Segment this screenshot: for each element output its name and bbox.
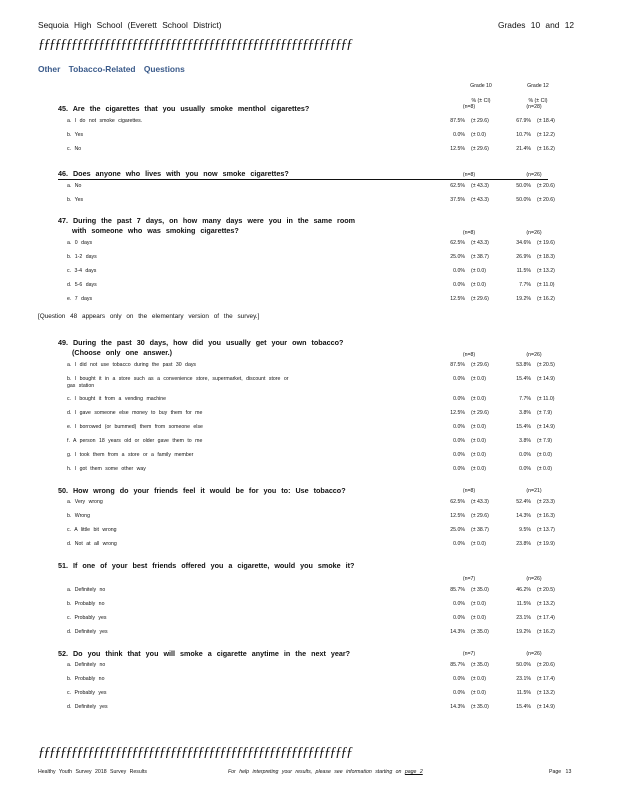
percent-grade-10: 0.0% [453,601,465,607]
ci-grade-10: (± 0.0) [471,615,486,621]
percent-grade-12: 3.8% [519,410,531,416]
question-title: 46. Does anyone who lives with you now smoke cigarettes? [58,169,289,178]
ci-grade-12: (± 20.6) [537,197,555,203]
ci-grade-12: (± 14.9) [537,424,555,430]
ci-grade-10: (± 35.0) [471,704,489,710]
answer-option-label: b. 1-2 days [67,254,97,260]
ci-grade-12: (± 17.4) [537,676,555,682]
question-title: 50. How wrong do your friends feel it would be for you to: Use tobacco? [58,486,346,495]
percent-grade-12: 15.4% [516,704,531,710]
percent-grade-12: 50.0% [516,662,531,668]
percent-grade-12: 11.5% [516,690,531,696]
ci-grade-10: (± 35.0) [471,587,489,593]
percent-grade-12: 9.5% [519,527,531,533]
ci-grade-12: (± 11.0) [537,396,555,402]
sample-size-grade-12: (n=21) [526,488,542,494]
percent-grade-12: 50.0% [516,183,531,189]
answer-option-label: b. Yes [67,132,84,138]
ci-grade-10: (± 0.0) [471,541,486,547]
answer-option-label: e. I borrowed (or bummed) them from someone else [67,424,203,430]
percent-grade-12: 53.8% [516,362,531,368]
ci-grade-12: (± 0.0) [537,452,552,458]
answer-option-label-continued: gas station [67,383,95,389]
percent-grade-10: 25.0% [450,527,465,533]
ci-grade-12: (± 13.2) [537,601,555,607]
ci-grade-12: (± 13.2) [537,268,555,274]
percent-grade-10: 0.0% [453,282,465,288]
question-title: with someone who was smoking cigarettes? [72,226,239,235]
footer-page-link[interactable]: page 2 [404,769,423,775]
ci-grade-10: (± 29.6) [471,410,489,416]
percent-grade-10: 25.0% [450,254,465,260]
percent-grade-12: 11.5% [516,268,531,274]
percent-grade-12: 3.8% [519,438,531,444]
answer-option-label: d. Not at all wrong [67,541,117,547]
sample-size-grade-10: (n=8) [462,352,476,358]
ci-grade-10: (± 29.6) [471,513,489,519]
ci-grade-12: (± 17.4) [537,615,555,621]
percent-grade-12: 26.9% [516,254,531,260]
ci-grade-12: (± 7.9) [537,438,552,444]
percent-grade-10: 0.0% [453,268,465,274]
answer-option-label: c. Probably yes [67,690,107,696]
answer-option-label: g. I took them from a store or a family member [67,452,194,458]
ci-grade-10: (± 0.0) [471,396,486,402]
percent-grade-10: 12.5% [450,296,465,302]
answer-option-label: d. Definitely yes [67,704,108,710]
ci-grade-10: (± 38.7) [471,527,489,533]
ci-grade-10: (± 0.0) [471,466,486,472]
footer-title: Healthy Youth Survey 2018 Survey Results [38,769,147,775]
grades-header: Grades 10 and 12 [498,20,575,30]
percent-grade-12: 0.0% [519,452,531,458]
question-title: 47. During the past 7 days, on how many days were you in the same room [58,216,356,225]
answer-option-label: c. Probably yes [67,615,107,621]
section-title: Other Tobacco-Related Questions [38,64,185,74]
percent-grade-10: 37.5% [450,197,465,203]
sample-size-grade-10: (n=7) [462,576,476,582]
sample-size-grade-10: (n=8) [462,104,476,110]
percent-grade-10: 0.0% [453,466,465,472]
percent-grade-12: 11.5% [516,601,531,607]
percent-grade-12: 7.7% [519,396,531,402]
answer-option-label: a. Very wrong [67,499,103,505]
percent-grade-10: 85.7% [450,662,465,668]
sample-size-grade-12: (n=26) [526,172,542,178]
answer-option-label: a. No [67,183,82,189]
column-header-grade-10: Grade 10 [470,83,492,89]
ci-grade-12: (± 12.2) [537,132,555,138]
ci-grade-10: (± 0.0) [471,601,486,607]
answer-option-label: c. I bought it from a vending machine [67,396,167,402]
percent-grade-10: 62.5% [450,183,465,189]
percent-grade-10: 62.5% [450,499,465,505]
decorative-rule-bottom: ƒƒƒƒƒƒƒƒƒƒƒƒƒƒƒƒƒƒƒƒƒƒƒƒƒƒƒƒƒƒƒƒƒƒƒƒƒƒƒƒƒƒƒƒƒƒƒƒƒƒƒƒƒƒƒƒƒ [38,745,352,760]
ci-grade-12: (± 19.9) [537,541,555,547]
percent-grade-12: 19.2% [516,296,531,302]
ci-grade-10: (± 0.0) [471,376,486,382]
percent-grade-12: 0.0% [519,466,531,472]
question-divider [58,179,548,180]
ci-grade-12: (± 19.6) [537,240,555,246]
ci-grade-10: (± 29.6) [471,146,489,152]
percent-grade-12: 15.4% [516,376,531,382]
ci-grade-10: (± 0.0) [471,424,486,430]
answer-option-label: b. Probably no [67,676,105,682]
answer-option-label: e. 7 days [67,296,93,302]
column-stat-grade-10: % (± CI) [471,98,491,104]
answer-option-label: f. A person 18 years old or older gave them to me [67,438,203,444]
answer-option-label: c. A little bit wrong [67,527,117,533]
question-title: 45. Are the cigarettes that you usually smoke menthol cigarettes? [58,104,310,113]
ci-grade-10: (± 35.0) [471,629,489,635]
percent-grade-12: 7.7% [519,282,531,288]
ci-grade-10: (± 0.0) [471,676,486,682]
ci-grade-10: (± 35.0) [471,662,489,668]
percent-grade-10: 0.0% [453,132,465,138]
answer-option-label: d. Definitely yes [67,629,108,635]
ci-grade-12: (± 0.0) [537,466,552,472]
answer-option-label: c. No [67,146,82,152]
ci-grade-12: (± 14.9) [537,376,555,382]
decorative-rule-top: ƒƒƒƒƒƒƒƒƒƒƒƒƒƒƒƒƒƒƒƒƒƒƒƒƒƒƒƒƒƒƒƒƒƒƒƒƒƒƒƒƒƒƒƒƒƒƒƒƒƒƒƒƒƒƒƒƒ [38,37,352,52]
question-title: 49. During the past 30 days, how did you usually get your own tobacco? [58,338,344,347]
percent-grade-12: 23.1% [516,676,531,682]
answer-option-label: c. 3-4 days [67,268,97,274]
question-title: (Choose only one answer.) [72,348,173,357]
ci-grade-10: (± 43.3) [471,240,489,246]
ci-grade-12: (± 14.9) [537,704,555,710]
percent-grade-12: 19.2% [516,629,531,635]
percent-grade-12: 52.4% [516,499,531,505]
ci-grade-12: (± 11.0) [537,282,555,288]
sample-size-grade-10: (n=7) [462,651,476,657]
answer-option-label: b. Wrong [67,513,90,519]
percent-grade-12: 14.3% [516,513,531,519]
sample-size-grade-12: (n=26) [526,576,542,582]
footer-help-text: For help interpreting your results, please see information starting on [228,769,402,775]
ci-grade-10: (± 43.3) [471,499,489,505]
sample-size-grade-12: (n=26) [526,230,542,236]
ci-grade-10: (± 0.0) [471,690,486,696]
ci-grade-12: (± 20.5) [537,587,555,593]
ci-grade-10: (± 0.0) [471,452,486,458]
column-header-grade-12: Grade 12 [527,83,549,89]
percent-grade-12: 10.7% [516,132,531,138]
answer-option-label: h. I got them some other way [67,466,146,472]
percent-grade-10: 87.5% [450,118,465,124]
percent-grade-10: 14.3% [450,629,465,635]
ci-grade-12: (± 20.6) [537,183,555,189]
percent-grade-10: 14.3% [450,704,465,710]
percent-grade-10: 0.0% [453,615,465,621]
ci-grade-12: (± 13.2) [537,690,555,696]
ci-grade-12: (± 16.2) [537,296,555,302]
percent-grade-12: 50.0% [516,197,531,203]
answer-option-label: b. Probably no [67,601,105,607]
percent-grade-10: 12.5% [450,513,465,519]
percent-grade-10: 0.0% [453,676,465,682]
answer-option-label: b. I bought it in a store such as a convenience store, supermarket, discount store or [67,376,289,382]
school-header: Sequoia High School (Everett School District) [38,20,222,30]
ci-grade-12: (± 20.5) [537,362,555,368]
ci-grade-10: (± 38.7) [471,254,489,260]
sample-size-grade-10: (n=8) [462,172,476,178]
answer-option-label: b. Yes [67,197,84,203]
ci-grade-12: (± 16.2) [537,146,555,152]
percent-grade-12: 15.4% [516,424,531,430]
ci-grade-10: (± 29.6) [471,296,489,302]
percent-grade-12: 23.8% [516,541,531,547]
sample-size-grade-12: (n=28) [526,104,542,110]
percent-grade-10: 12.5% [450,410,465,416]
percent-grade-12: 46.2% [516,587,531,593]
ci-grade-12: (± 18.4) [537,118,555,124]
survey-note: [Question 48 appears only on the elementary version of the survey.] [38,313,260,320]
percent-grade-10: 0.0% [453,396,465,402]
footer-help [228,769,423,775]
percent-grade-10: 0.0% [453,690,465,696]
answer-option-label: d. 5-6 days [67,282,97,288]
ci-grade-10: (± 29.6) [471,362,489,368]
sample-size-grade-10: (n=8) [462,488,476,494]
percent-grade-10: 87.5% [450,362,465,368]
answer-option-label: d. I gave someone else money to buy them for me [67,410,203,416]
answer-option-label: a. 0 days [67,240,93,246]
ci-grade-10: (± 0.0) [471,132,486,138]
ci-grade-10: (± 43.3) [471,197,489,203]
ci-grade-10: (± 43.3) [471,183,489,189]
ci-grade-10: (± 0.0) [471,282,486,288]
ci-grade-12: (± 20.6) [537,662,555,668]
percent-grade-10: 0.0% [453,424,465,430]
sample-size-grade-12: (n=26) [526,352,542,358]
sample-size-grade-12: (n=26) [526,651,542,657]
question-title: 52. Do you think that you will smoke a cigarette anytime in the next year? [58,649,351,658]
question-title: 51. If one of your best friends offered you a cigarette, would you smoke it? [58,561,355,570]
percent-grade-10: 0.0% [453,438,465,444]
ci-grade-10: (± 0.0) [471,438,486,444]
ci-grade-10: (± 29.6) [471,118,489,124]
percent-grade-10: 0.0% [453,376,465,382]
ci-grade-10: (± 0.0) [471,268,486,274]
ci-grade-12: (± 23.3) [537,499,555,505]
column-stat-grade-12: % (± CI) [528,98,548,104]
percent-grade-10: 62.5% [450,240,465,246]
footer-page-number: Page 13 [549,769,572,775]
ci-grade-12: (± 18.3) [537,254,555,260]
ci-grade-12: (± 16.2) [537,629,555,635]
percent-grade-10: 85.7% [450,587,465,593]
answer-option-label: a. I did not use tobacco during the past 30 days [67,362,197,368]
ci-grade-12: (± 13.7) [537,527,555,533]
sample-size-grade-10: (n=8) [462,230,476,236]
percent-grade-10: 0.0% [453,541,465,547]
answer-option-label: a. I do not smoke cigarettes. [67,118,143,124]
percent-grade-12: 67.9% [516,118,531,124]
percent-grade-10: 0.0% [453,452,465,458]
answer-option-label: a. Definitely no [67,662,106,668]
ci-grade-12: (± 16.3) [537,513,555,519]
percent-grade-12: 34.6% [516,240,531,246]
percent-grade-10: 12.5% [450,146,465,152]
answer-option-label: a. Definitely no [67,587,106,593]
percent-grade-12: 23.1% [516,615,531,621]
ci-grade-12: (± 7.9) [537,410,552,416]
percent-grade-12: 21.4% [516,146,531,152]
